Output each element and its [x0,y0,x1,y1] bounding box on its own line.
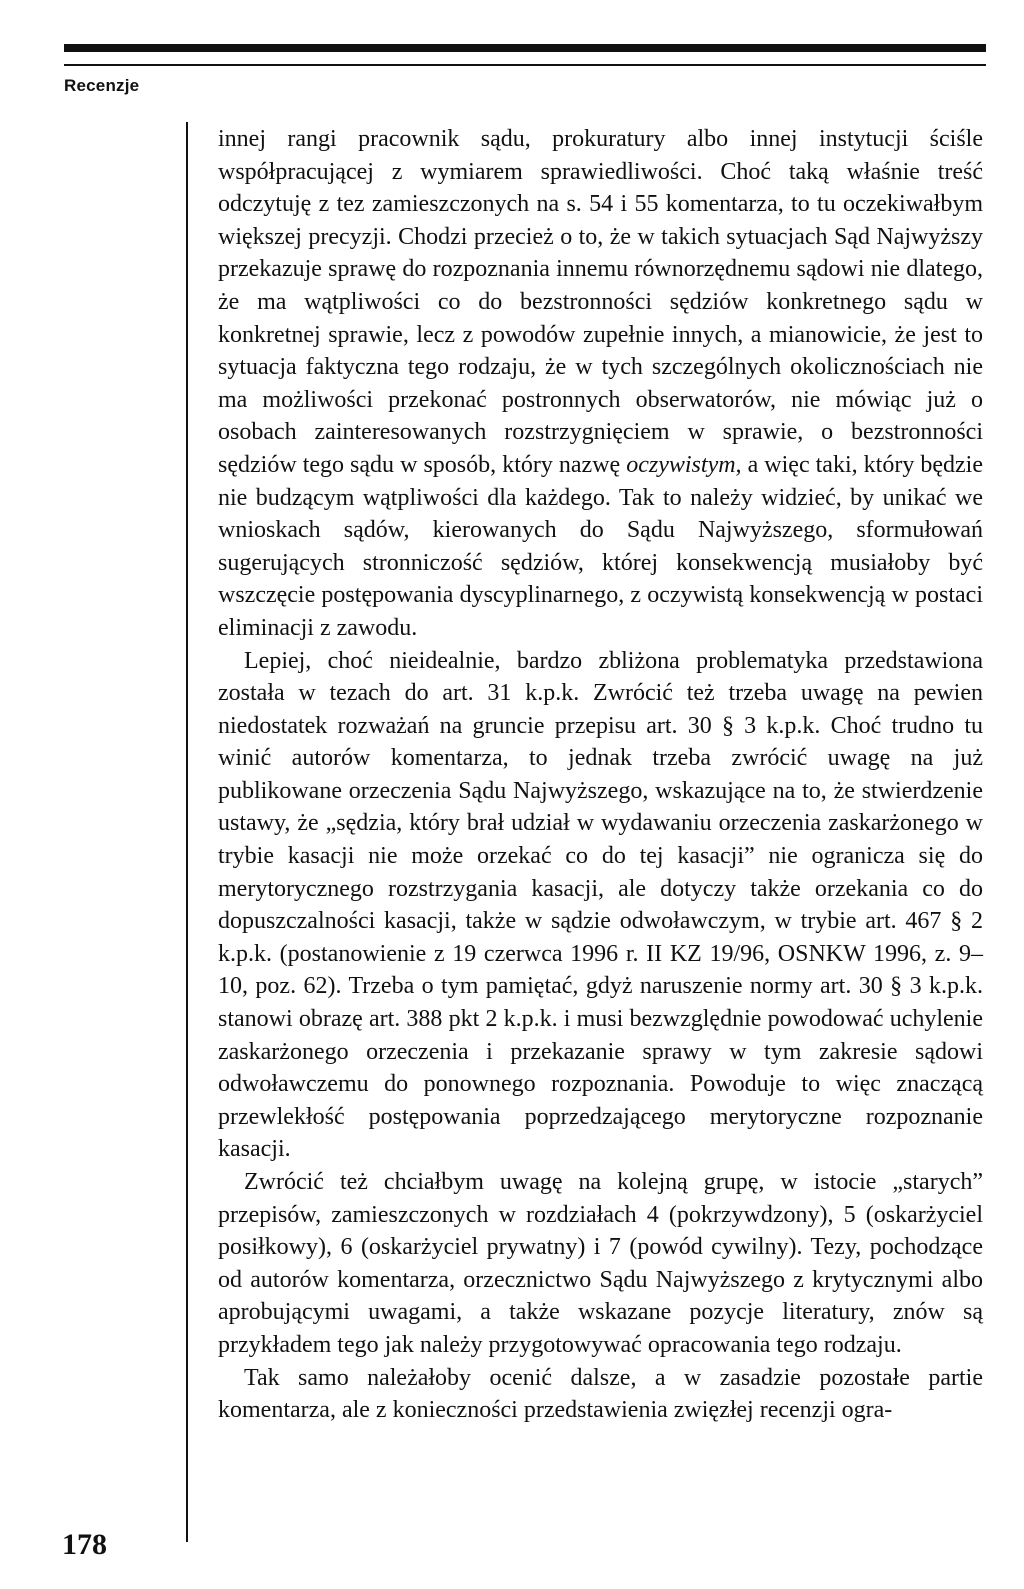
header-thin-rule [64,64,986,66]
running-head: Recenzje [64,76,140,95]
header-thick-rule [64,44,986,52]
paragraph-4: Tak samo należałoby ocenić dalsze, a w zasadzie pozostałe partie komentarza, ale z konieczności przedstawienia zwięzłej recenzji ogra- [218,1364,983,1424]
page-number: 178 [62,1528,107,1561]
margin-vertical-rule [186,122,188,1542]
paragraph-1-text-a: innej rangi pracownik sądu, prokuratury albo innej instytucji ściśle współpracującej z wymiarem sprawiedliwości. Choć taką właśnie treść odczytuję z tez zamieszczonych na s. 54 i 55 komentarza, to tu oczekiwałbym większej precyzji. Chodzi przecież o to, że w takich sytuacjach Sąd Najwyższy przekazuje sprawę do rozpoznania innemu równorzędnemu sądowi nie dlatego, że ma wątpliwości co do bezstronności sędziów konkretnego sądu w konkretnej sprawie, lecz z powodów zupełnie innych, a mianowicie, że jest to sytuacja faktyczna tego rodzaju, że w tych szczególnych okolicznościach nie ma możliwości przekonać postronnych obserwatorów, nie mówiąc już o osobach zainteresowanych rozstrzygnięciem w sprawie, o bezstronności sędziów tego sądu w sposób, który nazwę [218,126,983,478]
paragraph-1 [218,123,983,645]
paragraph-2: Lepiej, choć nieidealnie, bardzo zbliżona problematyka przedstawiona została w tezach do art. 31 k.p.k. Zwrócić też trzeba uwagę na pewien niedostatek rozważań na gruncie przepisu art. 30 § 3 k.p.k. Choć trudno tu winić autorów komentarza, to jednak trzeba zwrócić uwagę na już publikowane orzeczenia Sądu Najwyższego, wskazujące na to, że stwierdzenie ustawy, że „sędzia, który brał udział w wydawaniu orzeczenia zaskarżonego w trybie kasacji nie może orzekać co do tej kasacji” nie ogranicza się do merytorycznego rozstrzygania kasacji, ale dotyczy także orzekania co do dopuszczalności kasacji, także w sądzie odwoławczym, w trybie art. 467 § 2 k.p.k. (postanowienie z 19 czerwca 1996 r. II KZ 19/96, OSNKW 1996, z. 9–10, poz. 62). Trzeba o tym pamiętać, gdyż naruszenie normy art. 30 § 3 k.p.k. stanowi obrazę art. 388 pkt 2 k.p.k. i musi bezwzględnie powodować uchylenie zaskarżonego orzeczenia i przekazanie sprawy w tym zakresie sądowi odwoławczemu do ponownego rozpoznania. Powoduje to więc znaczącą przewlekłość postępowania poprzedzającego merytoryczne rozpoznanie kasacji. [218,647,983,1163]
article-body [218,123,983,1427]
paragraph-3: Zwrócić też chciałbym uwagę na kolejną grupę, w istocie „starych” przepisów, zamieszczonych w rozdziałach 4 (pokrzywdzony), 5 (oskarżyciel posiłkowy), 6 (oskarżyciel prywatny) i 7 (powód cywilny). Tezy, pochodzące od autorów komentarza, orzecznictwo Sądu Najwyższego z krytycznymi albo aprobującymi uwagami, a także wskazane pozycje literatury, znów są przykładem tego jak należy przygotowywać opracowania tego rodzaju. [218,1169,983,1358]
paragraph-1-emphasis: oczywistym, [626,451,742,478]
paragraph-1-text-b: a więc taki, który będzie nie budzącym wątpliwości dla każdego. Tak to należy widzieć, by unikać we wnioskach sądów, kierowanych do Sądu Najwyższego, sformułowań sugerujących stronniczość sędziów, której konsekwencją musiałoby być wszczęcie postępowania dyscyplinarnego, z oczywistą konsekwencją w postaci eliminacji z zawodu. [218,451,983,641]
